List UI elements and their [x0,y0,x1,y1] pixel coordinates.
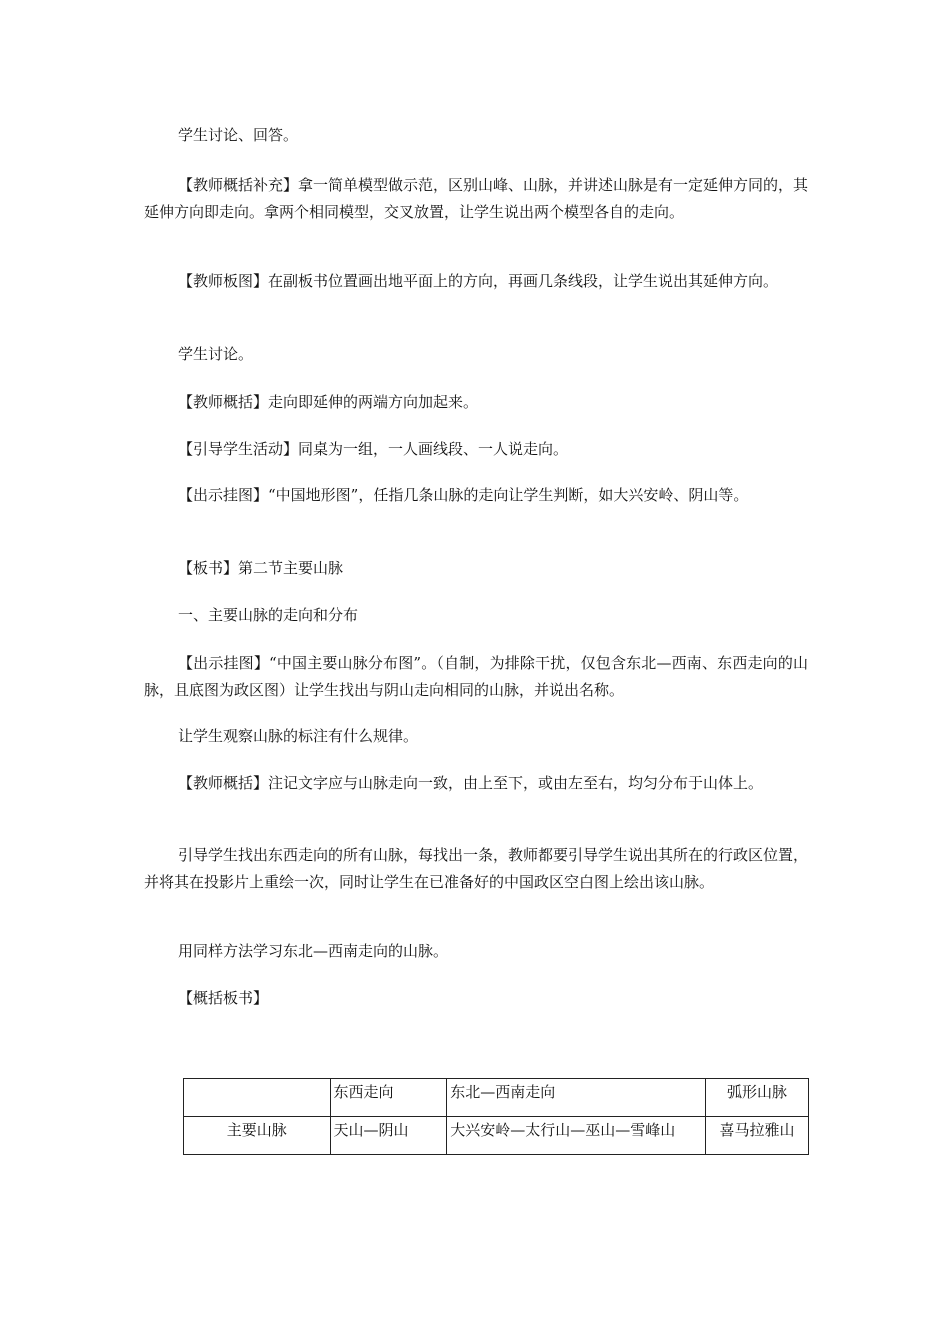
table-cell: 喜马拉雅山 [706,1117,809,1155]
paragraph-guide-student-activity: 【引导学生活动】同桌为一组，一人画线段、一人说走向。 [178,440,569,458]
paragraph-students-discuss: 学生讨论。 [178,345,254,363]
paragraph-teacher-summary-supplement: 【教师概括补充】拿一简单模型做示范，区别山峰、山脉，并讲述山脉是有一定延伸方同的，其延伸方向即走向。拿两个相同模型，交叉放置，让学生说出两个模型各自的走向。 [144,176,809,221]
table-header-cell: 东北—西南走向 [447,1079,706,1117]
table-cell: 大兴安岭—太行山—巫山—雪峰山 [447,1117,706,1155]
table-header-row [184,1079,809,1117]
paragraph-teacher-summary-labels: 【教师概括】注记文字应与山脉走向一致，由上至下，或由左至右，均匀分布于山体上。 [178,774,764,792]
table-cell: 天山—阴山 [330,1117,447,1155]
table-cell: 主要山脉 [184,1117,331,1155]
paragraph-summary-board: 【概括板书】 [178,989,269,1007]
mountain-summary-table [183,1078,809,1155]
paragraph-guide-east-west: 引导学生找出东西走向的所有山脉，每找出一条，教师都要引导学生说出其所在的行政区位置，并将其在投影片上重绘一次，同时让学生在已准备好的中国政区空白图上绘出该山脉。 [144,846,809,891]
paragraph-teacher-board-drawing: 【教师板图】在副板书位置画出地平面上的方向，再画几条线段，让学生说出其延伸方向。 [178,272,779,290]
table-header-cell: 东西走向 [330,1079,447,1117]
paragraph-board-section-title: 【板书】第二节主要山脉 [178,559,344,577]
table-header-cell [184,1079,331,1117]
table-header-cell: 弧形山脉 [706,1079,809,1117]
paragraph-same-method: 用同样方法学习东北—西南走向的山脉。 [178,942,449,960]
table-row [184,1117,809,1155]
paragraph-observe-labels: 让学生观察山脉的标注有什么规律。 [178,727,419,745]
paragraph-show-mountain-map: 【出示挂图】“中国主要山脉分布图”。（自制，为排除干扰，仅包含东北—西南、东西走向的山脉，且底图为政区图）让学生找出与阴山走向相同的山脉，并说出名称。 [144,654,808,699]
paragraph-heading-mountain-distribution: 一、主要山脉的走向和分布 [178,606,359,624]
paragraph-students-discuss-answer: 学生讨论、回答。 [178,126,299,144]
paragraph-teacher-summary: 【教师概括】走向即延伸的两端方向加起来。 [178,393,479,411]
paragraph-show-wall-map: 【出示挂图】“中国地形图”，任指几条山脉的走向让学生判断，如大兴安岭、阴山等。 [178,486,749,504]
